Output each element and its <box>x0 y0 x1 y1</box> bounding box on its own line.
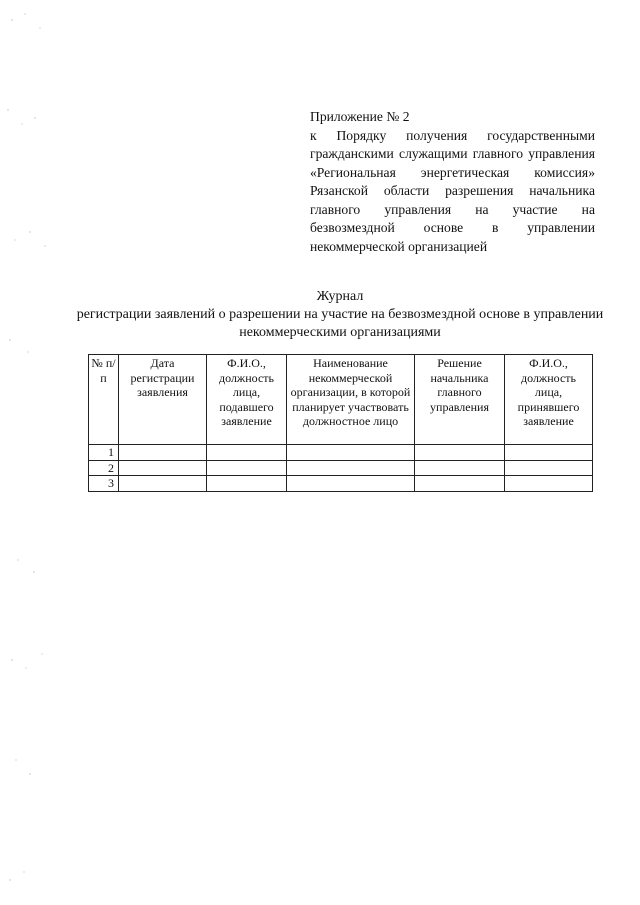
table-cell <box>287 445 415 461</box>
table-cell <box>505 445 593 461</box>
table-cell <box>415 445 505 461</box>
table-cell <box>505 476 593 492</box>
column-header-organization: Наименование некоммерческой организации, в которой планирует участвовать должностное лицо <box>287 355 415 445</box>
table-cell <box>207 460 287 476</box>
column-header-decision: Решение начальника главного управления <box>415 355 505 445</box>
scan-noise-left <box>0 0 60 905</box>
table-cell <box>207 476 287 492</box>
table-cell <box>287 476 415 492</box>
table-cell-number: 2 <box>89 460 119 476</box>
table-row <box>89 460 593 476</box>
table-cell-number: 3 <box>89 476 119 492</box>
table-cell <box>415 460 505 476</box>
column-header-receiver: Ф.И.О., должность лица, принявшего заявление <box>505 355 593 445</box>
table-header-row <box>89 355 593 445</box>
table-cell <box>287 460 415 476</box>
column-header-applicant: Ф.И.О., должность лица, подавшего заявление <box>207 355 287 445</box>
appendix-title: Приложение № 2 <box>310 109 410 124</box>
table-row <box>89 445 593 461</box>
appendix-text: к Порядку получения государственными гражданскими служащими главного управления «Региональная энергетическая комиссия» Рязанской области разрешения начальника главного управления на участие на безвозмездной основе в управлении некоммерческой организацией <box>310 127 595 254</box>
table-row <box>89 476 593 492</box>
column-header-date: Дата регистрации заявления <box>119 355 207 445</box>
table-cell-number: 1 <box>89 445 119 461</box>
journal-title: Журнал <box>316 289 364 304</box>
table-cell <box>119 460 207 476</box>
table-cell <box>119 445 207 461</box>
journal-subtitle: регистрации заявлений о разрешении на участие на безвозмездной основе в управлении некоммерческими организациями <box>76 307 604 340</box>
appendix-block <box>310 108 595 256</box>
table-cell <box>415 476 505 492</box>
journal-heading <box>60 288 620 342</box>
table-cell <box>505 460 593 476</box>
table-cell <box>207 445 287 461</box>
table-cell <box>119 476 207 492</box>
column-header-number: № п/п <box>89 355 119 445</box>
registration-table <box>88 354 593 492</box>
